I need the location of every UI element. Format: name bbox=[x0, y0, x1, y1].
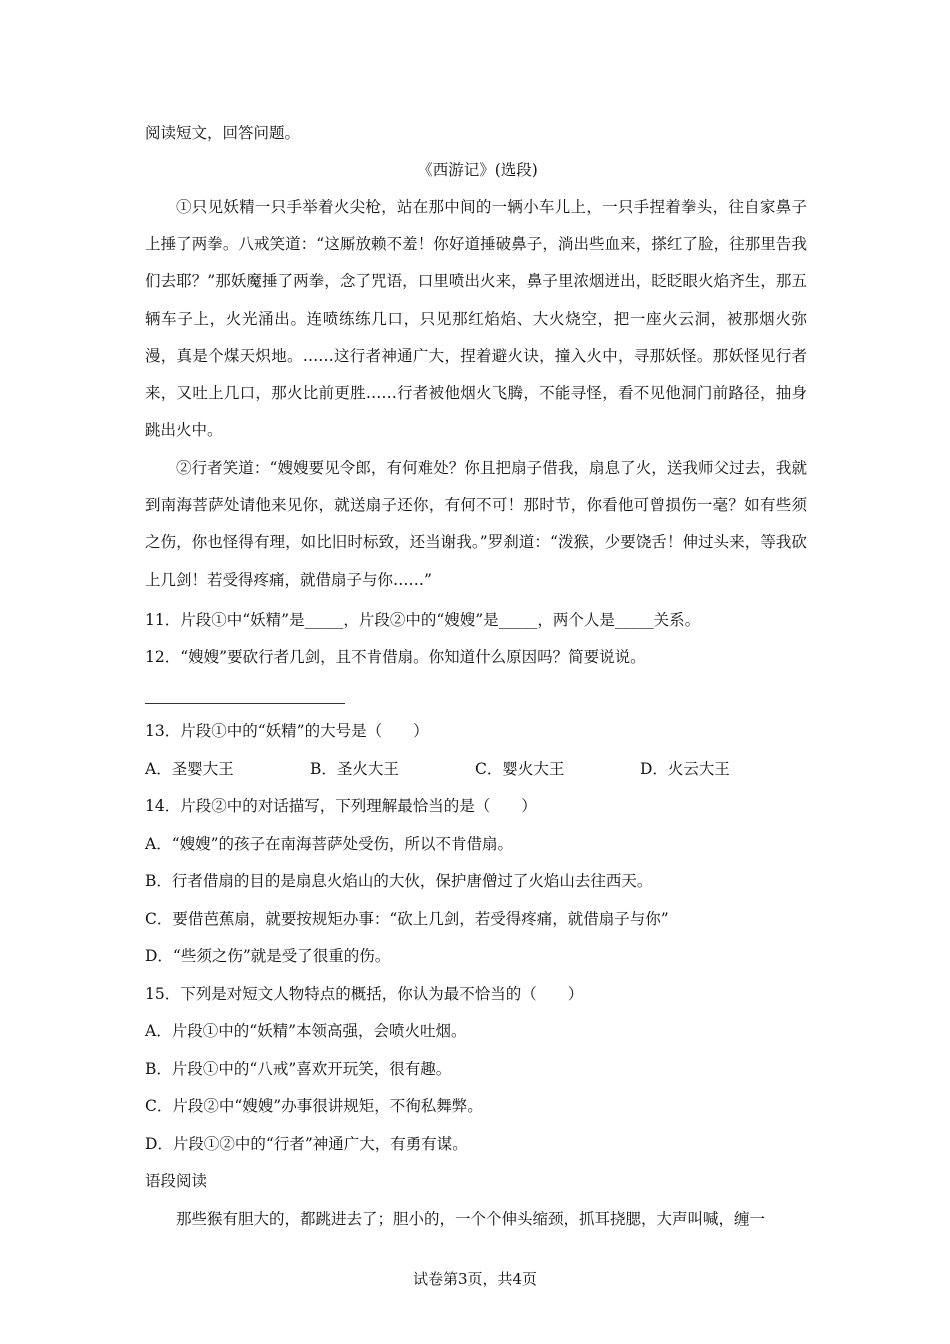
answer-blank-line bbox=[145, 703, 345, 704]
question-14: 14．片段②中的对话描写，下列理解最恰当的是（ ） bbox=[145, 797, 537, 815]
question-14-option-a: A．“嫂嫂”的孩子在南海菩萨处受伤，所以不肯借扇。 bbox=[145, 835, 514, 853]
question-14-option-b: B．行者借扇的目的是扇息火焰山的大伙，保护唐僧过了火焰山去往西天。 bbox=[145, 872, 653, 890]
section-title: 语段阅读 bbox=[145, 1172, 208, 1190]
section-passage: 那些猴有胆大的，都跳进去了；胆小的，一个个伸头缩颈，抓耳挠腮，大声叫喊，缠一 bbox=[176, 1210, 766, 1228]
question-15-option-b: B．片段①中的“八戒”喜欢开玩笑，很有趣。 bbox=[145, 1060, 452, 1078]
question-11: 11．片段①中“妖精”是_____，片段②中的“嫂嫂”是_____，两个人是_____关系。 bbox=[145, 611, 701, 629]
question-15-option-c: C．片段②中“嫂嫂”办事很讲规矩，不徇私舞弊。 bbox=[145, 1097, 483, 1115]
question-13-options bbox=[145, 759, 810, 779]
question-15-option-d: D．片段①②中的“行者”神通广大，有勇有谋。 bbox=[145, 1135, 468, 1153]
passage-title: 《西游记》(选段) bbox=[417, 161, 538, 179]
passage-paragraph-1: ①只见妖精一只手举着火尖枪，站在那中间的一辆小车儿上，一只手捏着拳头，往自家鼻子上捶了两拳。八戒笑道：“这厮放赖不羞！你好道捶破鼻子，淌出些血来，搽红了脸，往那里告我们去耶？”那妖魔捶了两拳，念了咒语，口里喷出火来，鼻子里浓烟迸出，眨眨眼火焰齐生，那五辆车子上，火光涌出。连喷练练几口，只见那红焰焰、大火烧空，把一座火云洞，被那烟火弥漫，真是个煤天炽地。……这行者神通广大，捏着避火诀，撞入火中，寻那妖怪。那妖怪见行者来，又吐上几口，那火比前更胜……行者被他烟火飞腾，不能寻怪，看不见他洞门前路径，抽身跳出火中。 bbox=[145, 198, 807, 440]
question-14-option-d: D．“些须之伤”就是受了很重的伤。 bbox=[145, 947, 391, 965]
question-13: 13．片段①中的“妖精”的大号是（ ） bbox=[145, 722, 429, 740]
option-b: B．圣火大王 bbox=[310, 760, 399, 778]
option-d: D．火云大王 bbox=[640, 760, 730, 778]
option-c: C．婴火大王 bbox=[475, 760, 565, 778]
page-footer: 试卷第3页，共4页 bbox=[412, 1270, 538, 1288]
option-a: A．圣婴大王 bbox=[145, 760, 234, 778]
passage-paragraph-2: ②行者笑道：“嫂嫂要见令郎，有何难处？你且把扇子借我，扇息了火，送我师父过去，我就到南海菩萨处请他来见你，就送扇子还你，有何不可！那时节，你看他可曾损伤一毫？如有些须之伤，你也怪得有理，如比旧时标致，还当谢我。”罗刹道：“泼猴，少要饶舌！伸过头来，等我砍上几剑！若受得疼痛，就借扇子与你……” bbox=[145, 459, 807, 589]
question-15-option-a: A．片段①中的“妖精”本领高强，会喷火吐烟。 bbox=[145, 1022, 467, 1040]
question-12: 12．“嫂嫂”要砍行者几剑，且不肯借扇。你知道什么原因吗？简要说说。 bbox=[145, 648, 646, 666]
reading-instruction: 阅读短文，回答问题。 bbox=[145, 124, 301, 142]
question-15: 15．下列是对短文人物特点的概括，你认为最不恰当的（ ） bbox=[145, 985, 584, 1003]
question-14-option-c: C．要借芭蕉扇，就要按规矩办事：“砍上几剑，若受得疼痛，就借扇子与你” bbox=[145, 910, 669, 928]
